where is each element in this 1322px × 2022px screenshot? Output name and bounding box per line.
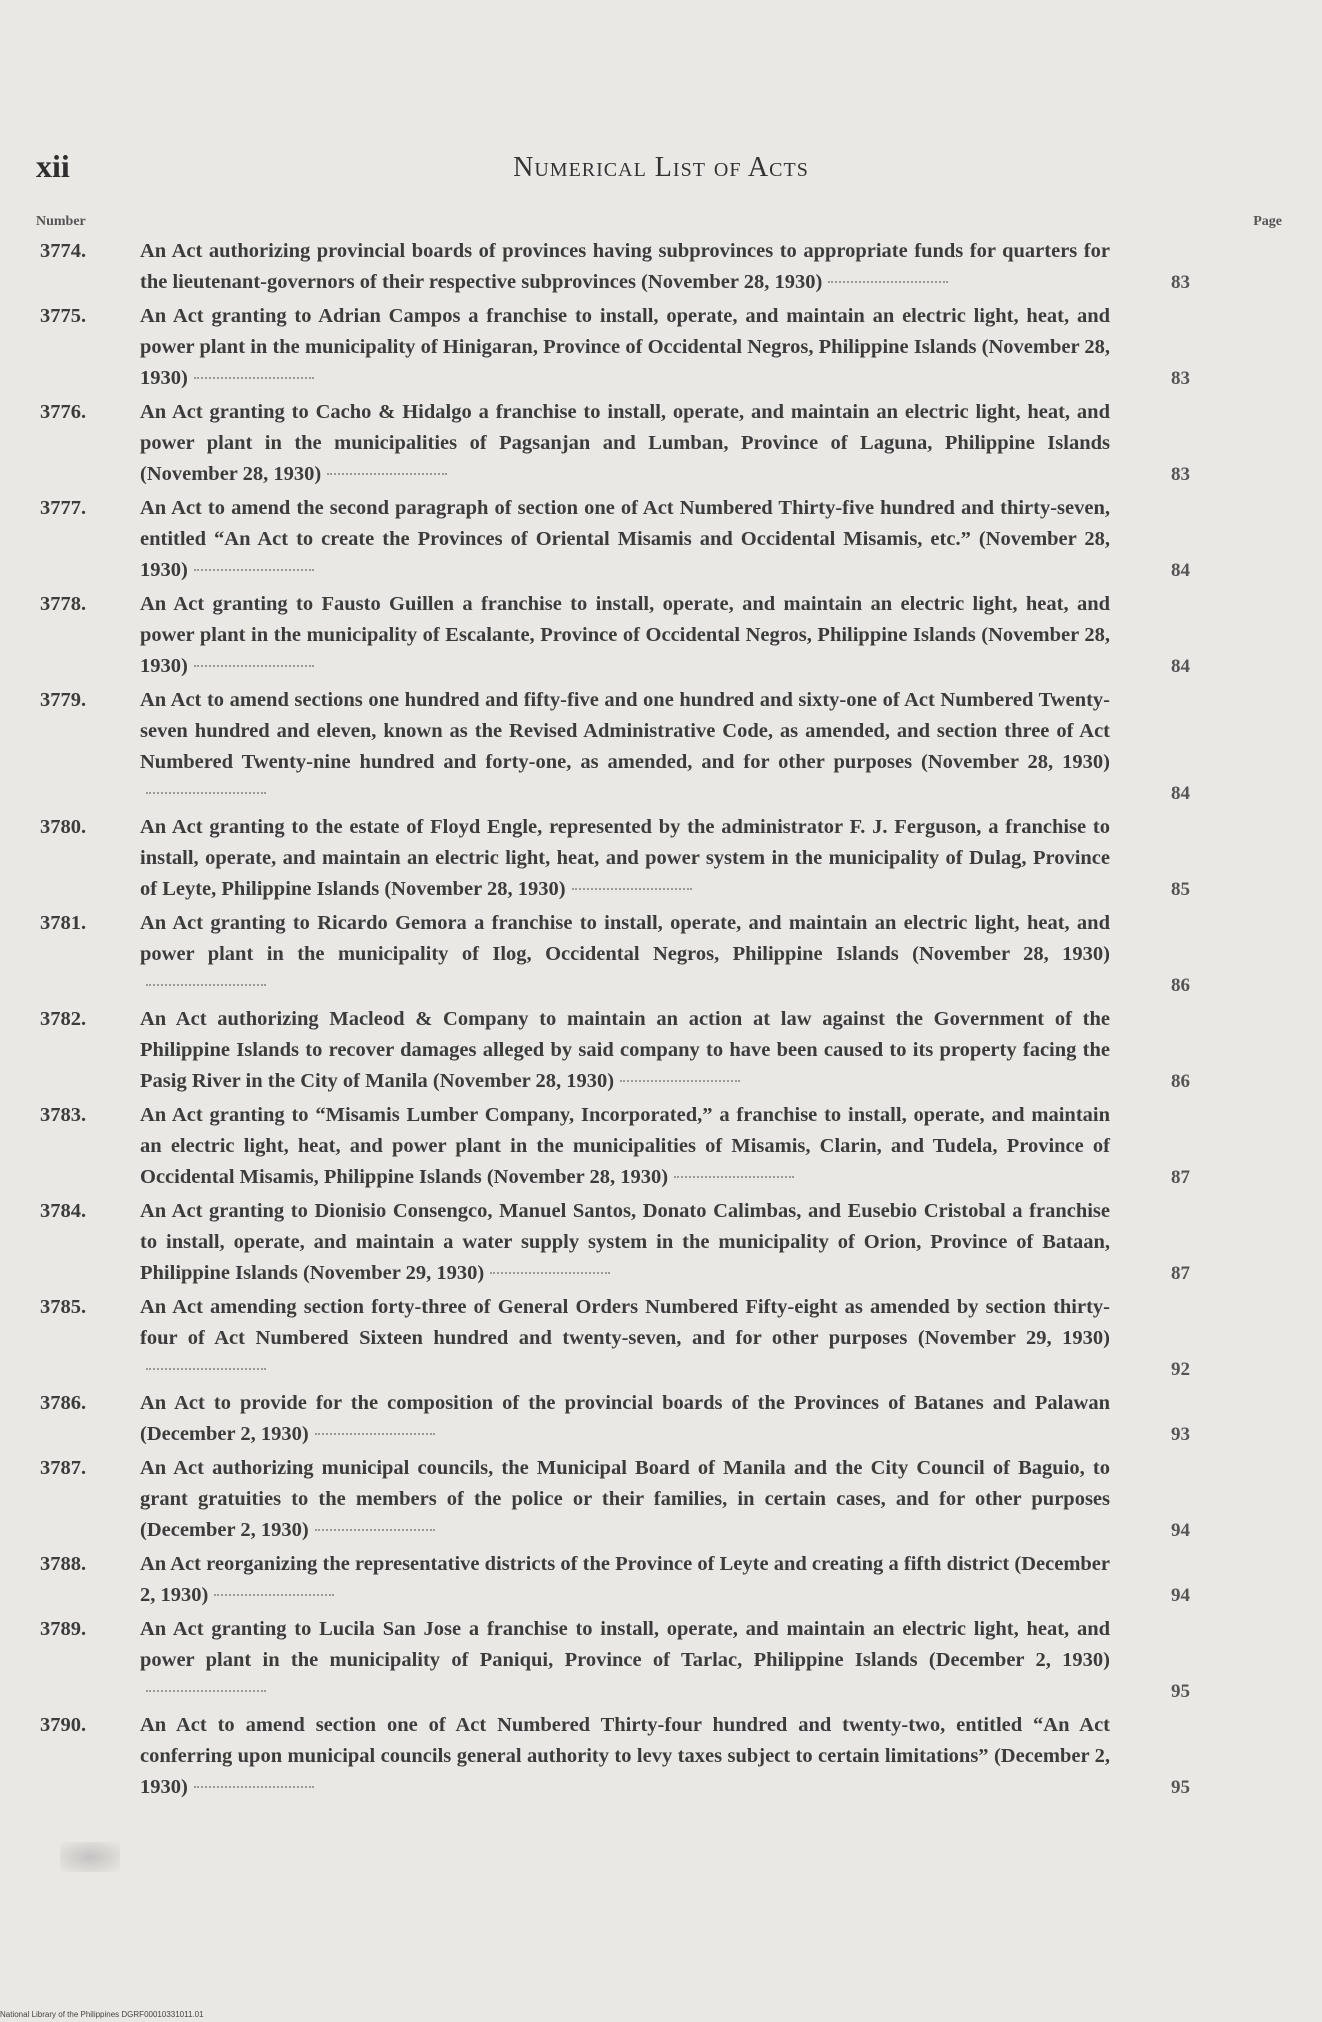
act-entry — [40, 589, 1190, 682]
page-reference: 87 — [1171, 1263, 1190, 1284]
page-reference: 85 — [1171, 879, 1190, 900]
dot-leader — [194, 569, 314, 571]
act-number: 3781. — [40, 912, 87, 934]
act-entry — [40, 397, 1190, 490]
act-title: An Act granting to Lucila San Jose a franchise to install, operate, and maintain an electric light, heat, and power plant in the municipality of Paniqui, Province of Tarlac, Philippine Islands (December 2, 1930) — [140, 1618, 1110, 1671]
act-number: 3790. — [40, 1714, 87, 1736]
page-header — [36, 148, 1286, 188]
dot-leader — [194, 377, 314, 379]
act-title: An Act authorizing municipal councils, the Municipal Board of Manila and the City Council of Baguio, to grant gratuities to the members of the police or their families, in certain cases, and for other purposes (December 2, 1930) — [140, 1457, 1110, 1541]
page-reference: 84 — [1171, 560, 1190, 581]
act-entry — [40, 1614, 1190, 1707]
dot-leader — [674, 1176, 794, 1178]
page-reference: 83 — [1171, 464, 1190, 485]
dot-leader — [572, 888, 692, 890]
act-title: An Act granting to Fausto Guillen a franchise to install, operate, and maintain an electric light, heat, and power plant in the municipality of Escalante, Province of Occidental Negros, Philippine Islands (November 28, 1930) — [140, 593, 1110, 677]
act-title: An Act to provide for the composition of the provincial boards of the Provinces of Batanes and Palawan (December 2, 1930) — [140, 1392, 1110, 1445]
page-reference: 92 — [1171, 1359, 1190, 1380]
act-number: 3784. — [40, 1200, 87, 1222]
act-number: 3785. — [40, 1296, 87, 1318]
act-entry — [40, 908, 1190, 1001]
dot-leader — [327, 473, 447, 475]
act-title: An Act authorizing provincial boards of provinces having subprovinces to appropriate funds for quarters for the lieutenant-governors of their respective subprovinces (November 28, 1930) — [140, 240, 1110, 293]
act-number: 3774. — [40, 240, 87, 262]
dot-leader — [146, 984, 266, 986]
dot-leader — [315, 1529, 435, 1531]
page-reference: 86 — [1171, 975, 1190, 996]
act-number: 3775. — [40, 305, 87, 327]
act-entry — [40, 301, 1190, 394]
act-title: An Act granting to Cacho & Hidalgo a franchise to install, operate, and maintain an electric light, heat, and power plant in the municipalities of Pagsanjan and Lumban, Province of Laguna, Philippine Islands (November 28, 1930) — [140, 401, 1110, 485]
page-reference: 95 — [1171, 1681, 1190, 1702]
running-title: Numerical List of Acts — [513, 152, 809, 183]
act-title: An Act to amend the second paragraph of section one of Act Numbered Thirty-five hundred and thirty-seven, entitled “An Act to create the Provinces of Oriental Misamis and Occidental Misamis, etc.” (November 28, 1930) — [140, 497, 1110, 581]
act-entry — [40, 1388, 1190, 1450]
act-number: 3782. — [40, 1008, 87, 1030]
dot-leader — [490, 1272, 610, 1274]
act-entry — [40, 1549, 1190, 1611]
act-entry — [40, 812, 1190, 905]
dot-leader — [146, 1690, 266, 1692]
column-headings — [36, 214, 1282, 234]
page-column-heading: Page — [1253, 214, 1282, 229]
act-title: An Act amending section forty-three of General Orders Numbered Fifty-eight as amended by section thirty-four of Act Numbered Sixteen hundred and twenty-seven, and for other purposes (November 29, 1930) — [140, 1296, 1110, 1349]
act-entry — [40, 1710, 1190, 1803]
scan-footer: National Library of the Philippines DGRF00010331011.01 — [0, 2010, 204, 2019]
acts-list — [40, 236, 1190, 1806]
act-number: 3783. — [40, 1104, 87, 1126]
dot-leader — [194, 665, 314, 667]
page-reference: 93 — [1171, 1424, 1190, 1445]
act-entry — [40, 236, 1190, 298]
act-title: An Act granting to the estate of Floyd Engle, represented by the administrator F. J. Ferguson, a franchise to install, operate, and maintain an electric light, heat, and power system in the municipality of Dulag, Province of Leyte, Philippine Islands (November 28, 1930) — [140, 816, 1110, 900]
act-entry — [40, 685, 1190, 809]
act-number: 3786. — [40, 1392, 87, 1414]
act-number: 3777. — [40, 497, 87, 519]
act-number: 3788. — [40, 1553, 87, 1575]
act-title: An Act authorizing Macleod & Company to maintain an action at law against the Government of the Philippine Islands to recover damages alleged by said company to have been caused to its property facing the Pasig River in the City of Manila (November 28, 1930) — [140, 1008, 1110, 1092]
act-number: 3778. — [40, 593, 87, 615]
act-title: An Act to amend sections one hundred and fifty-five and one hundred and sixty-one of Act Numbered Twenty-seven hundred and eleven, known as the Revised Administrative Code, as amended, and section three of Act Numbered Twenty-nine hundred and forty-one, as amended, and for other purposes (November 28, 1930) — [140, 689, 1110, 773]
folio-number: xii — [36, 148, 70, 184]
act-title: An Act granting to Adrian Campos a franchise to install, operate, and maintain an electric light, heat, and power plant in the municipality of Hinigaran, Province of Occidental Negros, Philippine Islands (November 28, 1930) — [140, 305, 1110, 389]
act-entry — [40, 493, 1190, 586]
page-smudge — [60, 1842, 120, 1872]
act-number: 3776. — [40, 401, 87, 423]
act-entry — [40, 1100, 1190, 1193]
page-reference: 94 — [1171, 1585, 1190, 1606]
dot-leader — [315, 1433, 435, 1435]
dot-leader — [214, 1594, 334, 1596]
act-title: An Act granting to Ricardo Gemora a franchise to install, operate, and maintain an electric light, heat, and power plant in the municipality of Ilog, Occidental Negros, Philippine Islands (November 28, 1930) — [140, 912, 1110, 965]
act-entry — [40, 1196, 1190, 1289]
page-reference: 86 — [1171, 1071, 1190, 1092]
dot-leader — [194, 1786, 314, 1788]
act-title: An Act to amend section one of Act Numbered Thirty-four hundred and twenty-two, entitled “An Act conferring upon municipal councils general authority to levy taxes subject to certain limitations” (December 2, 1930) — [140, 1714, 1110, 1798]
act-title: An Act granting to “Misamis Lumber Company, Incorporated,” a franchise to install, operate, and maintain an electric light, heat, and power plant in the municipalities of Misamis, Clarin, and Tudela, Province of Occidental Misamis, Philippine Islands (November 28, 1930) — [140, 1104, 1110, 1188]
dot-leader — [146, 792, 266, 794]
act-entry — [40, 1004, 1190, 1097]
page-reference: 83 — [1171, 272, 1190, 293]
page-reference: 94 — [1171, 1520, 1190, 1541]
page-reference: 84 — [1171, 783, 1190, 804]
page-reference: 87 — [1171, 1167, 1190, 1188]
page-reference: 83 — [1171, 368, 1190, 389]
page-reference: 95 — [1171, 1777, 1190, 1798]
act-entry — [40, 1453, 1190, 1546]
number-column-heading: Number — [36, 214, 86, 229]
act-number: 3779. — [40, 689, 87, 711]
act-title: An Act granting to Dionisio Consengco, Manuel Santos, Donato Calimbas, and Eusebio Cristobal a franchise to install, operate, and maintain a water supply system in the municipality of Orion, Province of Bataan, Philippine Islands (November 29, 1930) — [140, 1200, 1110, 1284]
dot-leader — [828, 281, 948, 283]
act-number: 3787. — [40, 1457, 87, 1479]
act-number: 3789. — [40, 1618, 87, 1640]
act-title: An Act reorganizing the representative districts of the Province of Leyte and creating a fifth district (December 2, 1930) — [140, 1553, 1110, 1606]
act-entry — [40, 1292, 1190, 1385]
dot-leader — [146, 1368, 266, 1370]
page-reference: 84 — [1171, 656, 1190, 677]
act-number: 3780. — [40, 816, 87, 838]
dot-leader — [620, 1080, 740, 1082]
